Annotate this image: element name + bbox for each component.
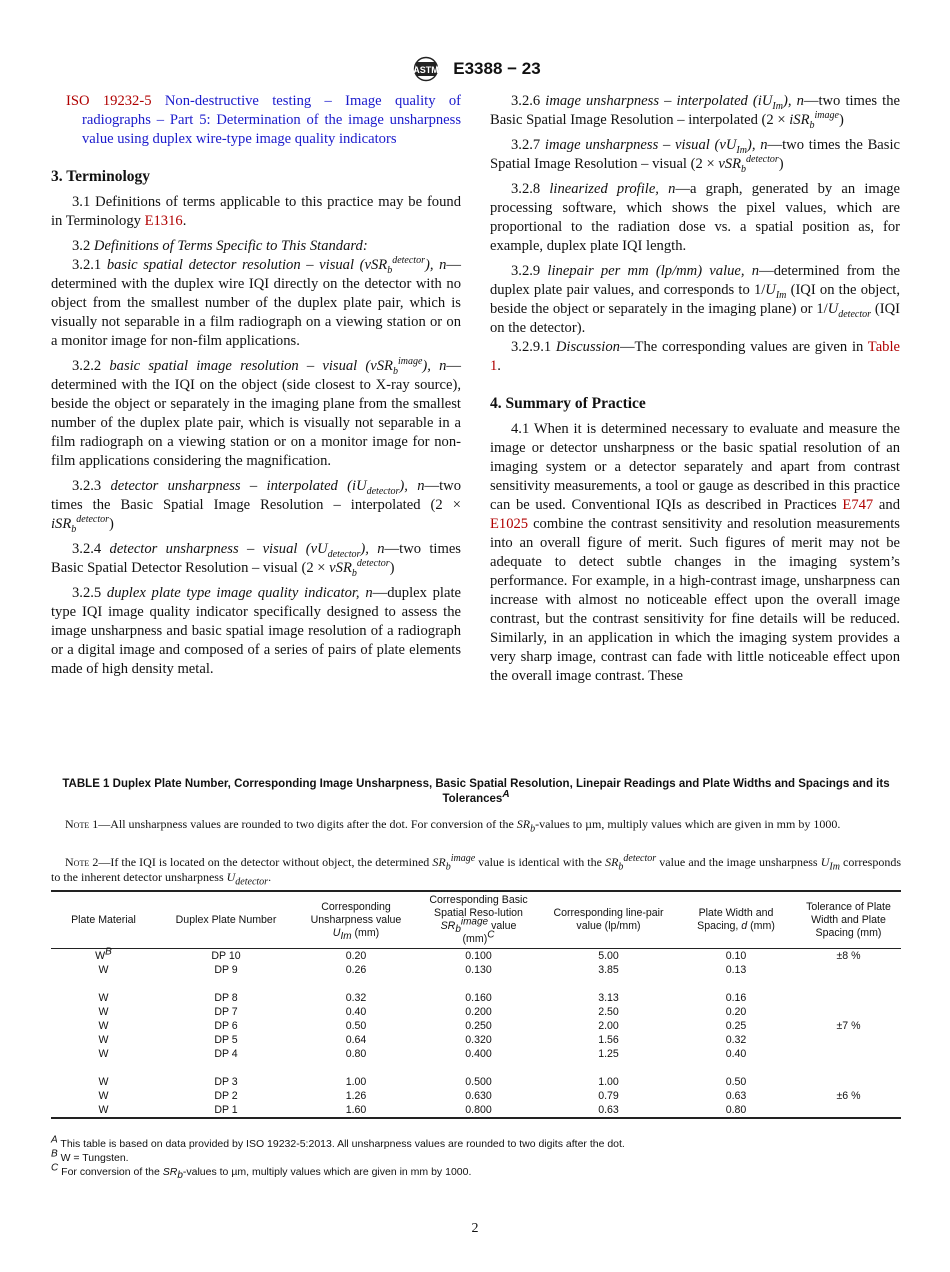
table-footnotes xyxy=(51,1134,901,1182)
cell-sr-b: 0.200 xyxy=(465,1006,492,1018)
cell-plate: DP 10 xyxy=(211,950,241,962)
table-row-spacer xyxy=(51,977,901,991)
cell-lp: 2.50 xyxy=(598,1006,619,1018)
table-header-row xyxy=(51,891,901,949)
header-linepair-value: Corresponding line-pair value (lp/mm) xyxy=(541,891,676,949)
paragraph-3-1: 3.1 Definitions of terms applicable to this practice may be found in Terminology E1316. xyxy=(51,194,461,229)
cell-d: 0.16 xyxy=(725,992,747,1004)
section-heading-summary-of-practice: 4. Summary of Practice xyxy=(490,395,646,412)
cell-tolerance xyxy=(796,963,901,977)
cell-sr-b: 0.630 xyxy=(465,1090,492,1102)
cell-d: 0.80 xyxy=(676,1103,796,1118)
cell-tolerance: ±7 % xyxy=(836,1020,861,1032)
cell-plate: DP 3 xyxy=(214,1076,238,1088)
cell-tolerance xyxy=(796,1047,901,1061)
cell-u-im: 1.60 xyxy=(296,1103,416,1118)
footnote-b: $^B$ W = Tungsten. xyxy=(51,1148,129,1164)
cell-lp: 3.13 xyxy=(598,992,619,1004)
cell-material: W xyxy=(98,1090,109,1102)
cell-sr-b: 0.130 xyxy=(465,964,492,976)
section-heading-terminology: 3. Terminology xyxy=(51,168,151,185)
cell-d: 0.20 xyxy=(725,1006,747,1018)
cell-lp: 3.85 xyxy=(598,964,619,976)
cell-lp: 0.79 xyxy=(598,1090,619,1102)
cell-plate: DP 9 xyxy=(214,964,238,976)
paragraph-3-2-3: 3.2.3 detector unsharpness – interpolated $(iU_{detector})$, n—two times the Basic Spatial Image Resolution – interpolated (2 × iSR$_b^{detector}$) xyxy=(51,478,461,535)
link-e747[interactable]: E747 xyxy=(842,497,874,513)
cell-sr-b: 0.400 xyxy=(465,1048,492,1060)
table-row xyxy=(51,963,901,977)
paragraph-3-2: 3.2 Definitions of Terms Specific to This Standard: xyxy=(72,238,368,254)
cell-material: W xyxy=(98,1048,109,1060)
cell-material: W xyxy=(98,1020,109,1032)
cell-tolerance xyxy=(796,1103,901,1118)
cell-material: W xyxy=(98,1076,109,1088)
paragraph-3-2-2: 3.2.2 basic spatial image resolution – visual (vSR$_b^{image}$), n—determined with the IQI on the object (side closest to X-ray source), beside the object or separately in the imaging plane from the smallest number of the duplex plate pair, which is visually not separable in a film radiograph on a viewing station or on a monitor image for non-film applications considering the magnification. xyxy=(51,356,461,469)
paragraph-3-2-4: 3.2.4 detector unsharpness – visual $(vU_{detector})$, n—two times Basic Spatial Detector Resolution – visual (2 × vSR$_b^{detector}$) xyxy=(51,541,461,579)
astm-logo-icon xyxy=(409,56,443,82)
table-row xyxy=(51,1005,901,1019)
cell-u-im: 0.50 xyxy=(345,1020,367,1032)
cell-d: 0.63 xyxy=(725,1090,747,1102)
document-id: E3388 − 23 xyxy=(453,59,541,78)
table-row xyxy=(51,1103,901,1118)
svg-text:ASTM: ASTM xyxy=(413,65,440,75)
header-plate-width-spacing: Plate Width and Spacing, d (mm) xyxy=(676,891,796,949)
cell-sr-b: 0.250 xyxy=(465,1020,492,1032)
link-e1316[interactable]: E1316 xyxy=(144,213,183,229)
cell-d: 0.50 xyxy=(725,1076,747,1088)
reference-code-link[interactable]: ISO 19232-5 xyxy=(66,93,152,109)
link-table-1[interactable]: Table 1 xyxy=(490,339,900,374)
cell-sr-b: 0.500 xyxy=(465,1076,492,1088)
header-plate-material: Plate Material xyxy=(51,891,156,949)
table-note-1: Note 1—All unsharpness values are rounded to two digits after the dot. For conversion of the $SR_b$-values to µm, multiply values which are given in mm by 1000. xyxy=(65,817,841,835)
header-unsharpness-value: Corresponding Unsharpness value $U_{Im}$ (mm) xyxy=(296,891,416,949)
table-row xyxy=(51,1047,901,1061)
cell-sr-b: 0.800 xyxy=(416,1103,541,1118)
cell-material: W xyxy=(98,964,109,976)
cell-lp: 5.00 xyxy=(598,950,619,962)
cell-sr-b: 0.100 xyxy=(465,950,492,962)
cell-material: W xyxy=(98,992,109,1004)
table-note-2: Note 2—If the IQI is located on the detector without object, the determined $SR_b^{image}$ value is identical with the $SR_b^{detector}$ value and the image unsharpness $U_{Im}$ corresponds to the inherent detector unsharpness $U_{detector}$. xyxy=(51,853,902,888)
cell-sr-b: 0.320 xyxy=(465,1034,492,1046)
cell-lp: 1.56 xyxy=(598,1034,619,1046)
cell-plate: DP 2 xyxy=(214,1090,238,1102)
header-basic-spatial-resolution: Corresponding Basic Spatial Reso-lution $SR_b^{image}$ value (mm)$^C$ xyxy=(416,891,541,949)
right-column xyxy=(490,92,900,692)
paragraph-3-2-9: 3.2.9 linepair per mm (lp/mm) value, n—determined from the duplex plate pair values, and corresponds to $1/U_{Im}$ (IQI on the object, beside the object or separately in the imaging plane) or $1/U_{detector}$ (IQI on the detector). xyxy=(490,263,900,336)
cell-plate: DP 6 xyxy=(214,1020,238,1032)
cell-material: W xyxy=(98,1006,109,1018)
table-1 xyxy=(51,890,901,1119)
cell-u-im: 0.26 xyxy=(345,964,367,976)
reference-title-link[interactable]: Non-destructive testing – Image quality of radiographs – Part 5: Determination of the image unsharpness value using duplex wire-type image quality indicators xyxy=(82,93,462,147)
left-column xyxy=(51,92,461,685)
cell-lp: 1.25 xyxy=(598,1048,619,1060)
cell-plate: DP 5 xyxy=(214,1034,238,1046)
cell-material: W xyxy=(51,1103,156,1118)
cell-u-im: 1.00 xyxy=(345,1076,367,1088)
paragraph-3-2-8: 3.2.8 linearized profile, n—a graph, generated by an image processing software, which shows the pixel values, which are proportional to the radiation dose vs. a spatial position as, for example, duplex plate IQI length. xyxy=(490,181,901,254)
footnote-c: $^C$ For conversion of the $SR_b$-values to µm, multiply values which are given in mm by 1000. xyxy=(51,1162,472,1182)
cell-lp: 2.00 xyxy=(598,1020,619,1032)
table-row xyxy=(51,1033,901,1047)
cell-d: 0.25 xyxy=(725,1020,747,1032)
table-row xyxy=(51,991,901,1005)
table-row xyxy=(51,949,901,964)
cell-d: 0.10 xyxy=(725,950,747,962)
cell-plate: DP 4 xyxy=(214,1048,238,1060)
paragraph-3-2-7: 3.2.7 image unsharpness – visual $(vU_{Im})$, n—two times the Basic Spatial Image Resolution – visual (2 × vSR$_b^{detector}$) xyxy=(490,137,900,175)
footnote-a: $^A$ This table is based on data provided by ISO 19232-5:2013. All unsharpness values are rounded to two digits after the dot. xyxy=(51,1134,625,1150)
cell-material: $W^B$ xyxy=(95,946,112,962)
cell-lp: 1.00 xyxy=(598,1076,619,1088)
paragraph-3-2-5: 3.2.5 duplex plate type image quality indicator, n—duplex plate type IQI image quality indicator specifically designed to assess the image unsharpness and basic spatial image resolution of a radiograph or a digital image and composed of a series of pairs of plate elements made of high density metal. xyxy=(51,585,461,677)
cell-sr-b: 0.160 xyxy=(465,992,492,1004)
cell-lp: 0.63 xyxy=(541,1103,676,1118)
table-row xyxy=(51,1089,901,1103)
cell-material: W xyxy=(98,1034,109,1046)
cell-d: 0.40 xyxy=(725,1048,747,1060)
header-tolerance: Tolerance of Plate Width and Plate Spacing (mm) xyxy=(796,891,901,949)
cell-u-im: 0.64 xyxy=(345,1034,367,1046)
cell-tolerance xyxy=(796,991,901,1005)
paragraph-4-1: 4.1 When it is determined necessary to evaluate and measure the image or detector unsharpness or the basic spatial resolution of an imaging system or a detector separately and apart from contrast sensitivity measurements, a tool or gauge as described in this practice can be used. Conventional IQIs as described in Practices E747 and E1025 combine the contrast sensitivity and resolution measurements into an overall figure of merit. Such figures of merit may not be adequate to detect subtle changes in the imaging system’s performance. For example, in a high-contrast image, unsharpness can increase with almost no noticeable effect upon the overall image contrast, but the contrast sensitivity for fine details will be reduced. Similarly, in an application in which the imaging system provides a very sharp image, contrast can fade with little noticeable effect upon the overall image contrast. These xyxy=(490,421,901,684)
cell-u-im: 0.32 xyxy=(345,992,367,1004)
cell-plate: DP 1 xyxy=(156,1103,296,1118)
cell-plate: DP 8 xyxy=(214,992,238,1004)
paragraph-3-2-9-1: 3.2.9.1 Discussion—The corresponding values are given in Table 1. xyxy=(490,339,900,374)
link-e1025[interactable]: E1025 xyxy=(490,516,529,532)
cell-u-im: 0.80 xyxy=(345,1048,367,1060)
page-number: 2 xyxy=(471,1221,479,1236)
cell-u-im: 1.26 xyxy=(345,1090,367,1102)
table-1-title: TABLE 1 Duplex Plate Number, Corresponding Image Unsharpness, Basic Spatial Resolution, Linepair Readings and Plate Widths and Spacings and its Tolerances$^A$ xyxy=(62,778,890,805)
cell-u-im: 0.20 xyxy=(345,950,367,962)
cell-d: 0.32 xyxy=(725,1034,747,1046)
cell-tolerance xyxy=(796,1033,901,1047)
cell-d: 0.13 xyxy=(725,964,747,976)
page-header xyxy=(0,56,950,82)
cell-u-im: 0.40 xyxy=(345,1006,367,1018)
paragraph-3-2-1: 3.2.1 basic spatial detector resolution – visual (vSR$_b^{detector}$), n—determined with the duplex wire IQI directly on the detector with no object from the smallest number of the duplex plate pair, which is visually not separable in a film radiograph on a viewing station or on a monitor image for non-film applications. xyxy=(51,255,461,349)
paragraph-3-2-6: 3.2.6 image unsharpness – interpolated $(iU_{Im})$, n—two times the Basic Spatial Image Resolution – interpolated (2 × iSR$_b^{image}$) xyxy=(490,93,900,131)
table-row xyxy=(51,1019,901,1033)
reference-item-iso-19232-5 xyxy=(51,92,461,149)
table-row-spacer xyxy=(51,1061,901,1075)
header-duplex-plate-number: Duplex Plate Number xyxy=(156,891,296,949)
cell-tolerance xyxy=(796,1075,901,1089)
cell-tolerance xyxy=(796,1005,901,1019)
table-row xyxy=(51,1075,901,1089)
cell-tolerance: ±8 % xyxy=(836,950,861,962)
cell-tolerance: ±6 % xyxy=(836,1090,861,1102)
cell-plate: DP 7 xyxy=(214,1006,238,1018)
